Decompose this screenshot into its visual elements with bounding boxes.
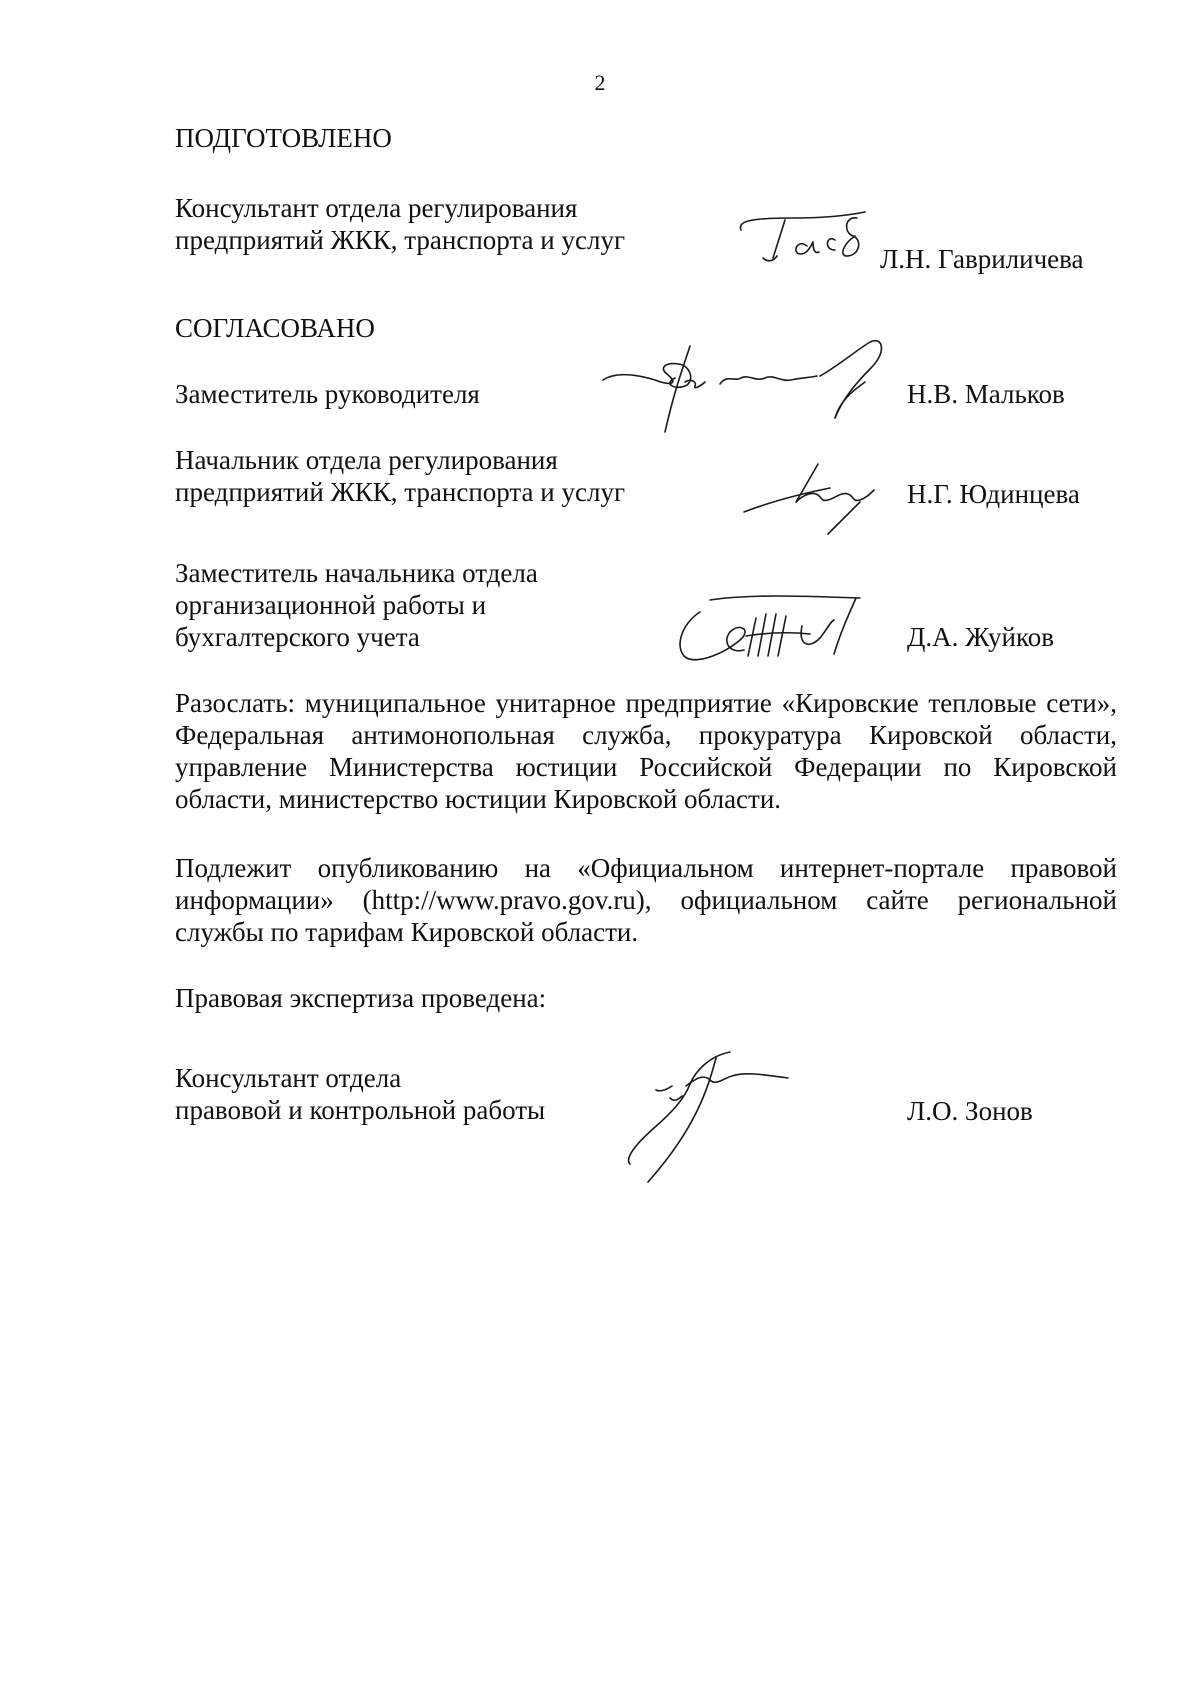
prepared-position-line-2: предприятий ЖКК, транспорта и услуг — [175, 225, 626, 255]
distribution-paragraph: Разослать: муниципальное унитарное предприятие «Кировские тепловые сети», Федеральная антимонопольная служба, прокуратура Кировской области, управление Министерства юстиции Российской Федерации по Кировской области, министерство юстиции Кировской области. — [175, 688, 1117, 814]
signer-2-position-line-2: предприятий ЖКК, транспорта и услуг — [175, 477, 626, 507]
publication-paragraph: Подлежит опубликованию на «Официальном интернет-портале правовой информации» (http://www.pravo.gov.ru), официальном сайте региональной службы по тарифам Кировской области. — [175, 853, 1117, 947]
signature-zhuikov — [670, 592, 885, 672]
signature-zonov — [620, 1048, 800, 1188]
signer-2-position-line-1: Начальник отдела регулирования — [175, 445, 558, 475]
prepared-position-line-1: Консультант отдела регулирования — [175, 193, 578, 223]
signature-malkov — [595, 338, 885, 438]
prepared-name: Л.Н. Гавриличева — [880, 244, 1084, 274]
prepared-heading: ПОДГОТОВЛЕНО — [175, 123, 392, 153]
legal-review-name: Л.О. Зонов — [907, 1096, 1033, 1126]
signature-yudintseva — [740, 462, 880, 537]
signer-3-position-line-2: организационной работы и — [175, 590, 487, 620]
legal-review-heading: Правовая экспертиза проведена: — [175, 983, 547, 1013]
signer-1-position-line-1: Заместитель руководителя — [175, 379, 480, 409]
signer-3-position-line-1: Заместитель начальника отдела — [175, 558, 538, 588]
signer-2-name: Н.Г. Юдинцева — [907, 479, 1080, 509]
signer-3-position-line-3: бухгалтерского учета — [175, 622, 420, 652]
agreed-heading: СОГЛАСОВАНО — [175, 313, 375, 343]
legal-review-position-line-1: Консультант отдела — [175, 1063, 402, 1093]
signature-gavrilicheva — [735, 210, 870, 270]
legal-review-position-line-2: правовой и контрольной работы — [175, 1095, 546, 1125]
page-number: 2 — [594, 70, 606, 95]
signer-1-name: Н.В. Мальков — [907, 379, 1065, 409]
signer-3-name: Д.А. Жуйков — [907, 622, 1054, 652]
